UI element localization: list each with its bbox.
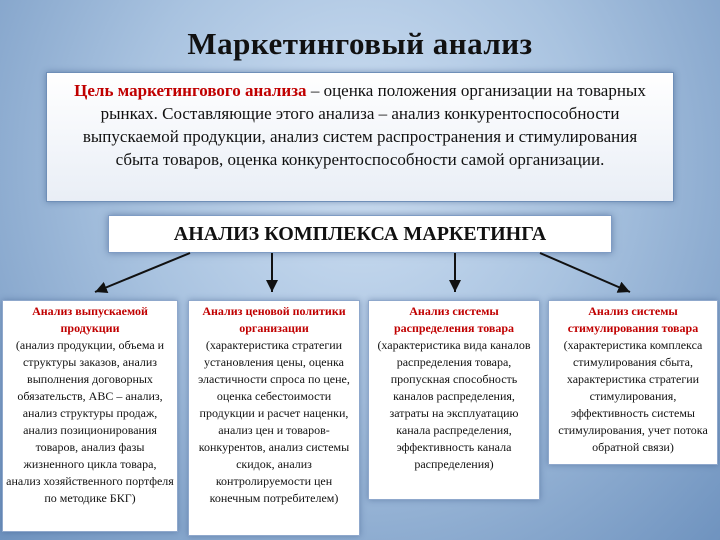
column-product-analysis (2, 300, 178, 532)
column-heading: Анализ выпускаемой продукции (32, 304, 148, 335)
column-heading: Анализ системы распределения товара (393, 304, 515, 335)
column-body: (характеристика вида каналов распределения товара, пропускная способность каналов распределения, затраты на эксплуатацию канала распределения, эффективность канала распределения) (377, 338, 531, 471)
column-body: (характеристика комплекса стимулирования сбыта, характеристика стратегии стимулирования, эффективность системы стимулирования, учет потока обратной связи) (558, 338, 708, 454)
page-title: Маркетинговый анализ (187, 26, 533, 61)
column-distribution-analysis (368, 300, 540, 500)
column-price-analysis (188, 300, 360, 536)
goal-text: – оценка положения организации на товарных рынках. Составляющие этого анализа – анализ конкурентоспособности выпускаемой продукции, анализ систем распространения и стимулирования сбыта товаров, оценка конкурентоспособности самой организации. (82, 81, 646, 169)
column-heading: Анализ системы стимулирования товара (567, 304, 699, 335)
column-promotion-analysis (548, 300, 718, 465)
arrow-to-promotion (540, 253, 630, 292)
arrow-to-product (95, 253, 190, 292)
central-box: АНАЛИЗ КОМПЛЕКСА МАРКЕТИНГА (108, 215, 612, 253)
goal-lead: Цель маркетингового анализа (74, 81, 307, 100)
column-heading: Анализ ценовой политики организации (202, 304, 346, 335)
column-body: (анализ продукции, объема и структуры заказов, анализ выполнения договорных обязательств, АВС – анализ, анализ структуры продаж, анализ позиционирования товаров, анализ фазы жизненного цикла товара, анализ хозяйственного портфеля по методике БКГ) (6, 338, 174, 505)
column-body: (характеристика стратегии установления цены, оценка эластичности спроса по цене, оценка себестоимости продукции и расчет наценки, анализ цен и товаров-конкурентов, анализ системы скидок, анализ контролируемости цен конечным потребителем) (198, 338, 350, 505)
